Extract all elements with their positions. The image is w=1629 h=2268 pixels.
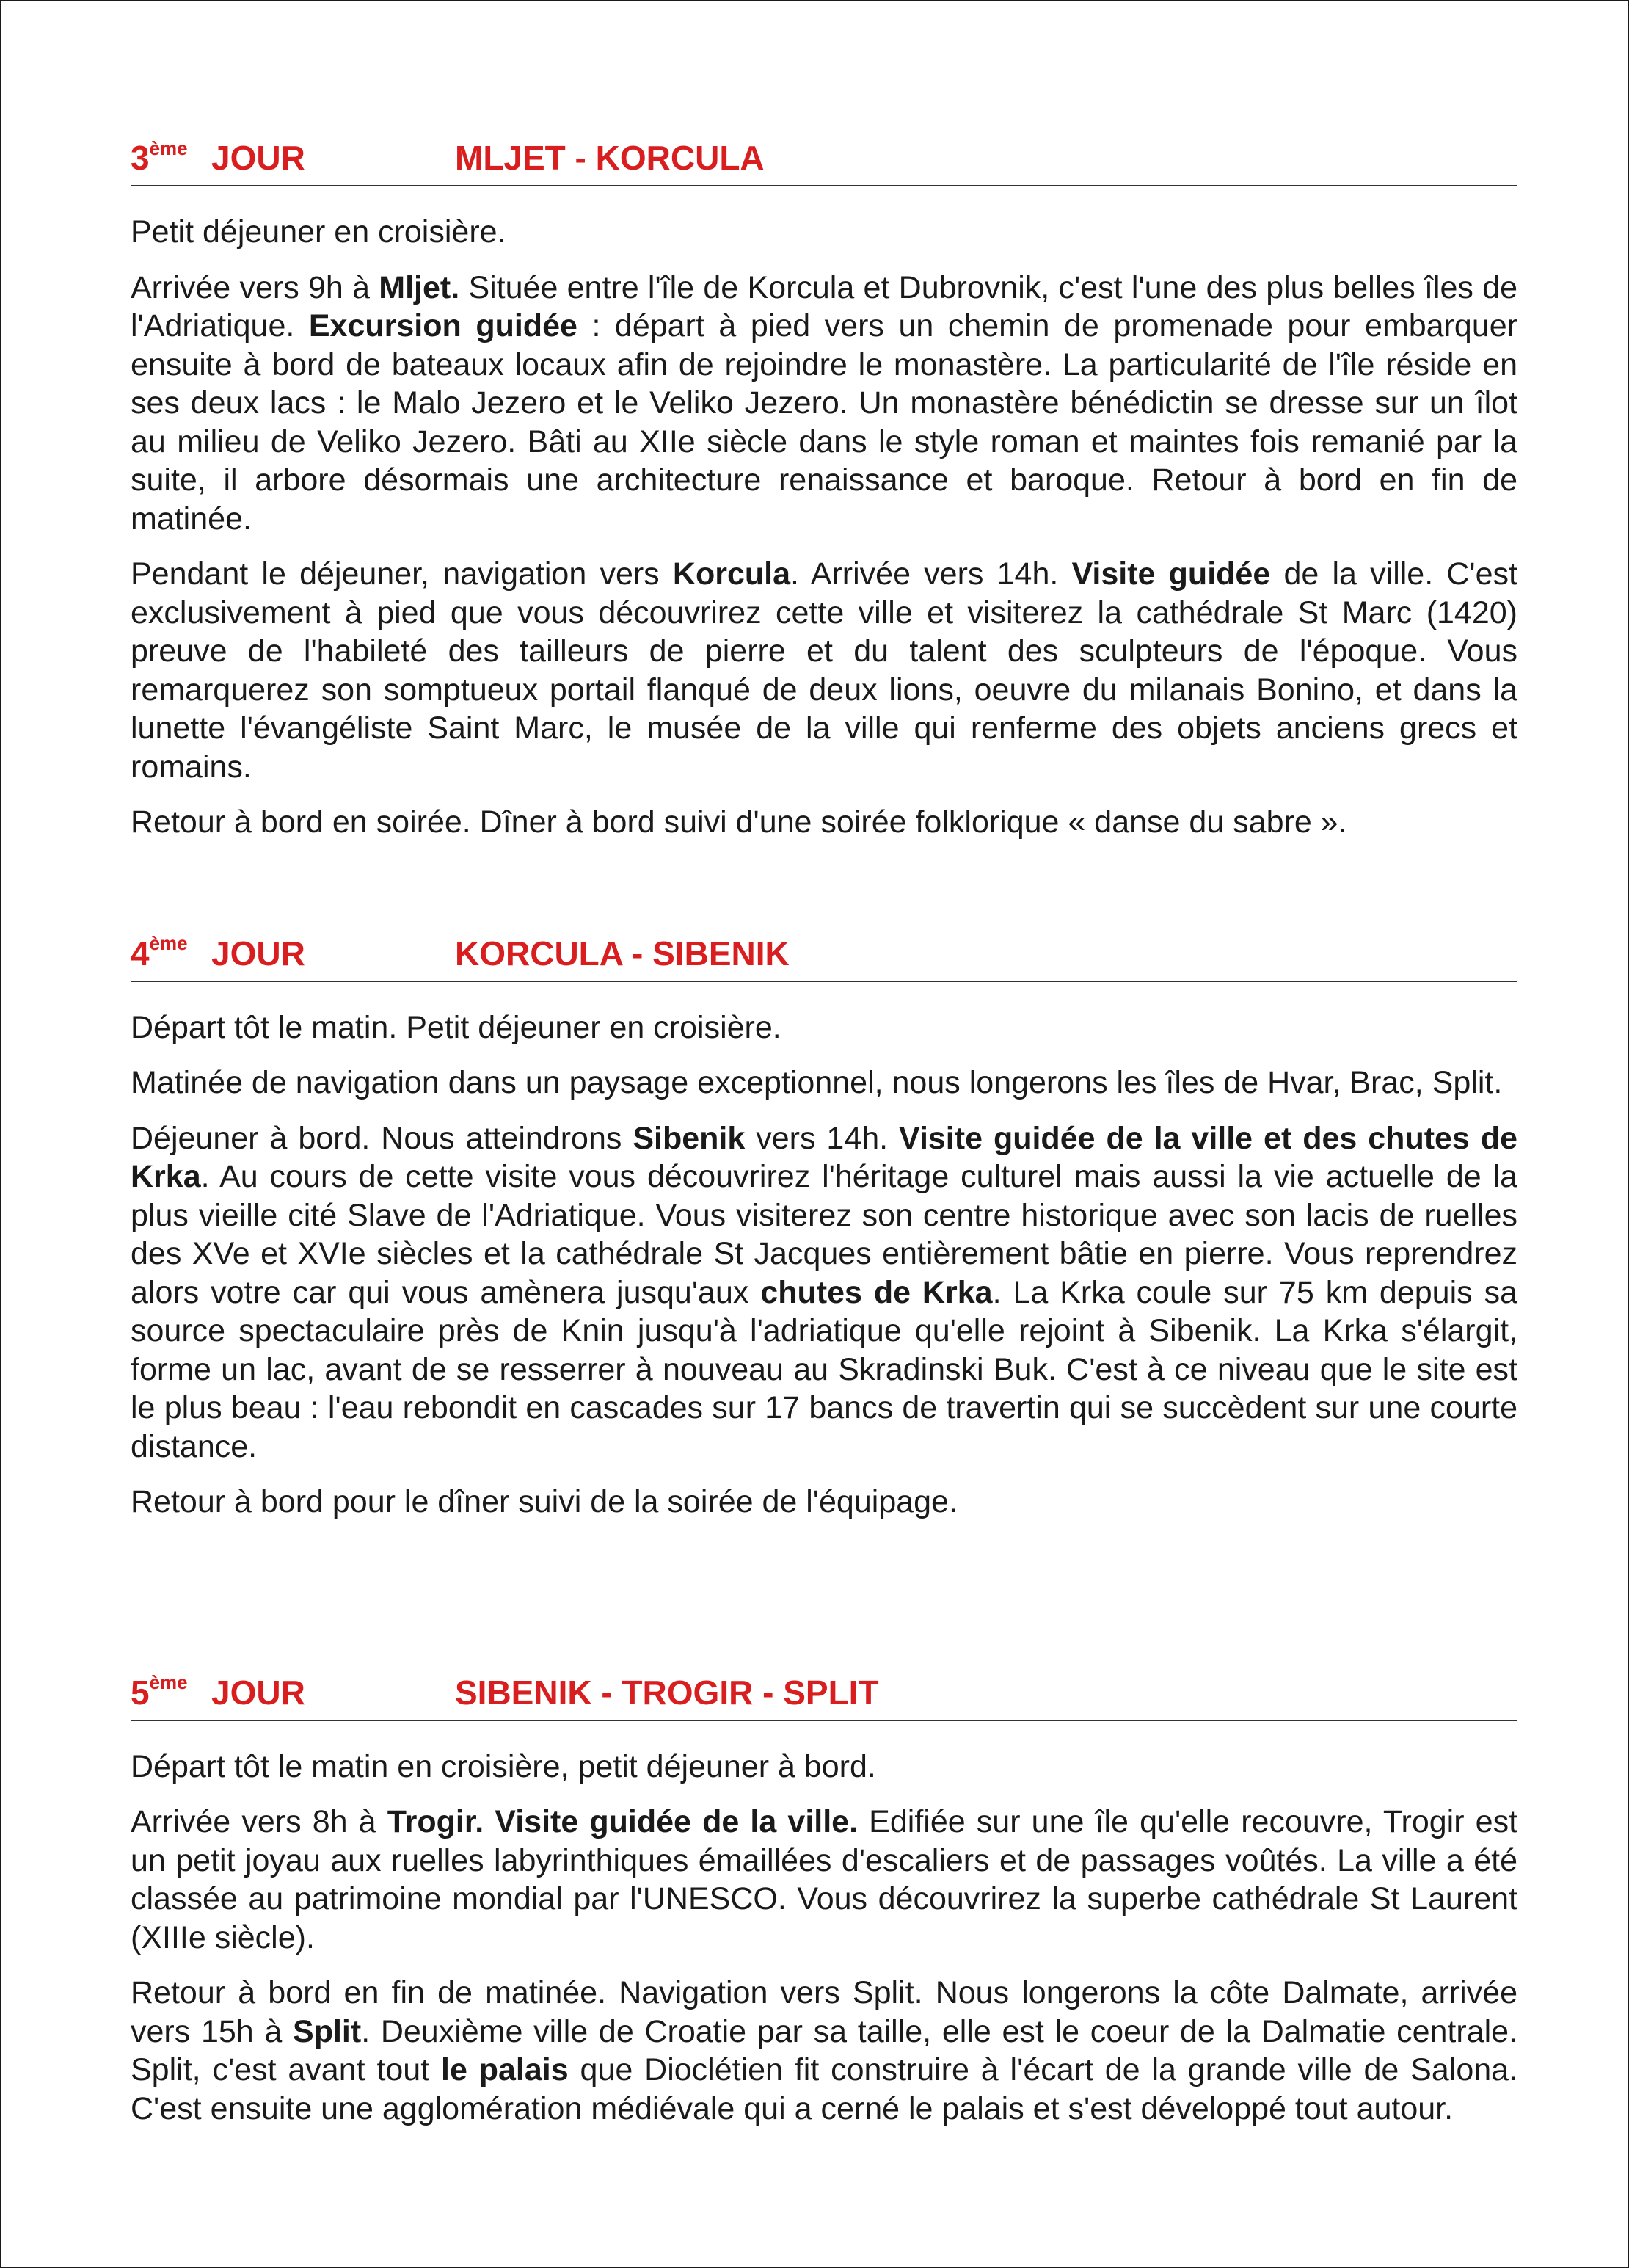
paragraph: Arrivée vers 8h à Trogir. Visite guidée de la ville. Edifiée sur une île qu'elle recouvre, Trogir est un petit joyau aux ruelles labyrinthiques émaillées d'escaliers et de passages voûtés. La ville a été classée au patrimoine mondial par l'UNESCO. Vous découvrirez la superbe cathédrale St Laurent (XIIIe siècle). [131, 1804, 1518, 1955]
day-5-section [131, 1661, 1517, 2129]
spacer [131, 1522, 1517, 1661]
paragraph: Déjeuner à bord. Nous atteindrons Sibenik vers 14h. Visite guidée de la ville et des chutes de Krka. Au cours de cette visite vous découvrirez l'héritage culturel mais aussi la vie actuelle de la plus vieille cité Slave de l'Adriatique. Vous visiterez son centre historique avec son lacis de ruelles des XVe et XVIe siècles et la cathédrale St Jacques entièrement bâtie en pierre. Vous reprendrez alors votre car qui vous amènera jusqu'aux chutes de Krka. La Krka coule sur 75 km depuis sa source spectaculaire près de Knin jusqu'à l'adriatique qu'elle rejoint à Sibenik. La Krka s'élargit, forme un lac, avant de se resserrer à nouveau au Skradinski Buk. C'est à ce niveau que le site est le plus beau : l'eau rebondit en cascades sur 17 bancs de travertin qui se succèdent sur une courte distance. [131, 1120, 1517, 1464]
itinerary-content [131, 126, 1517, 2128]
day-3-section [131, 126, 1517, 842]
paragraph: Départ tôt le matin. Petit déjeuner en croisière. [131, 1009, 781, 1045]
paragraph: Petit déjeuner en croisière. [131, 214, 506, 250]
day-4-section [131, 922, 1517, 1522]
day-5-heading [131, 1661, 1517, 1721]
paragraph: Retour à bord en fin de matinée. Navigation vers Split. Nous longerons la côte Dalmate, arrivée vers 15h à Split. Deuxième ville de Croatie par sa taille, elle est le coeur de la Dalmatie centrale. Split, c'est avant tout le palais que Dioclétien fit construire à l'écart de la grande ville de Salona. C'est ensuite une agglomération médiévale qui a cerné le palais et s'est développé tout autour. [131, 1975, 1518, 2126]
day-number: 3ème [131, 137, 188, 177]
paragraph: Arrivée vers 9h à Mljet. Située entre l'île de Korcula et Dubrovnik, c'est l'une des plus belles îles de l'Adriatique. Excursion guidée : départ à pied vers un chemin de promenade pour embarquer ensuite à bord de bateaux locaux afin de rejoindre le monastère. La particularité de l'île réside en ses deux lacs : le Malo Jezero et le Veliko Jezero. Un monastère bénédictin se dresse sur un îlot au milieu de Veliko Jezero. Bâti au XIIe siècle dans le style roman et maintes fois remanié par la suite, il arbore désormais une architecture renaissance et baroque. Retour à bord en fin de matinée. [131, 269, 1517, 537]
paragraph: Pendant le déjeuner, navigation vers Korcula. Arrivée vers 14h. Visite guidée de la ville. C'est exclusivement à pied que vous découvrirez cette ville et visiterez la cathédrale St Marc (1420) preuve de l'habileté des tailleurs de pierre et du talent des sculpteurs de l'époque. Vous remarquerez son somptueux portail flanqué de deux lions, oeuvre du milanais Bonino, et dans la lunette l'évangéliste Saint Marc, le musée de la ville qui renferme des objets anciens grecs et romains. [131, 556, 1517, 785]
day-number: 5ème [131, 1671, 188, 1712]
paragraph: Retour à bord pour le dîner suivi de la soirée de l'équipage. [131, 1484, 958, 1519]
day-3-heading [131, 126, 1517, 186]
day-4-heading [131, 922, 1517, 982]
day-route: MLJET - KORCULA [455, 139, 765, 177]
paragraph: Retour à bord en soirée. Dîner à bord suivi d'une soirée folklorique « danse du sabre ». [131, 804, 1347, 840]
day-route: SIBENIK - TROGIR - SPLIT [455, 1673, 879, 1712]
paragraph: Matinée de navigation dans un paysage exceptionnel, nous longerons les îles de Hvar, Brac, Split. [131, 1065, 1503, 1100]
day-number: 4ème [131, 932, 188, 973]
day-label: JOUR [211, 934, 305, 973]
paragraph: Départ tôt le matin en croisière, petit déjeuner à bord. [131, 1748, 876, 1784]
spacer [131, 842, 1517, 922]
day-label: JOUR [211, 1673, 305, 1712]
day-route: KORCULA - SIBENIK [455, 934, 790, 973]
day-label: JOUR [211, 139, 305, 177]
